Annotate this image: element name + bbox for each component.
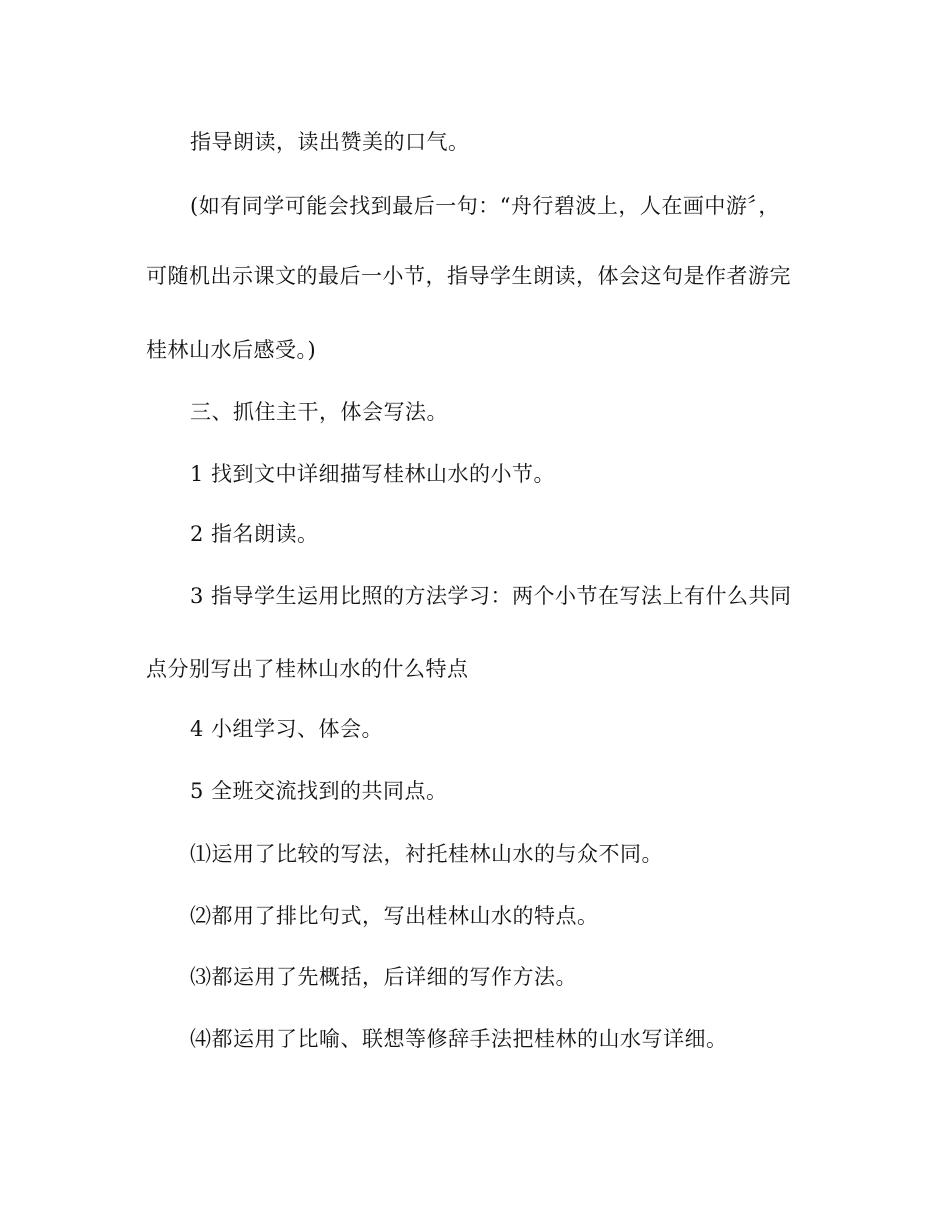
sub-item-4: ⑷都运用了比喻、联想等修辞手法把桂林的山水写详细。 (190, 1027, 728, 1051)
paragraph-line-2: (如有同学可能会找到最后一句：“舟行碧波上，人在画中游〞， (190, 194, 780, 218)
list-item-2: 2 指名朗读。 (190, 522, 319, 546)
list-item-3: 3 指导学生运用比照的方法学习：两个小节在写法上有什么共同 (190, 584, 792, 608)
list-item-1: 1 找到文中详细描写桂林山水的小节。 (190, 462, 556, 486)
paragraph-line-4: 桂林山水后感受。) (146, 338, 317, 362)
list-item-4: 4 小组学习、体会。 (190, 717, 384, 741)
sub-item-2: ⑵都用了排比句式，写出桂林山水的特点。 (190, 904, 599, 928)
section-heading: 三、抓住主干，体会写法。 (190, 400, 448, 424)
sub-item-3: ⑶都运用了先概括，后详细的写作方法。 (190, 965, 577, 989)
paragraph-line-1: 指导朗读，读出赞美的口气。 (190, 130, 470, 154)
list-item-5: 5 全班交流找到的共同点。 (190, 779, 448, 803)
list-item-3-continued: 点分别写出了桂林山水的什么特点 (146, 657, 469, 681)
sub-item-1: ⑴运用了比较的写法，衬托桂林山水的与众不同。 (190, 842, 663, 866)
paragraph-line-3: 可随机出示课文的最后一小节，指导学生朗读，体会这句是作者游完 (146, 264, 791, 288)
